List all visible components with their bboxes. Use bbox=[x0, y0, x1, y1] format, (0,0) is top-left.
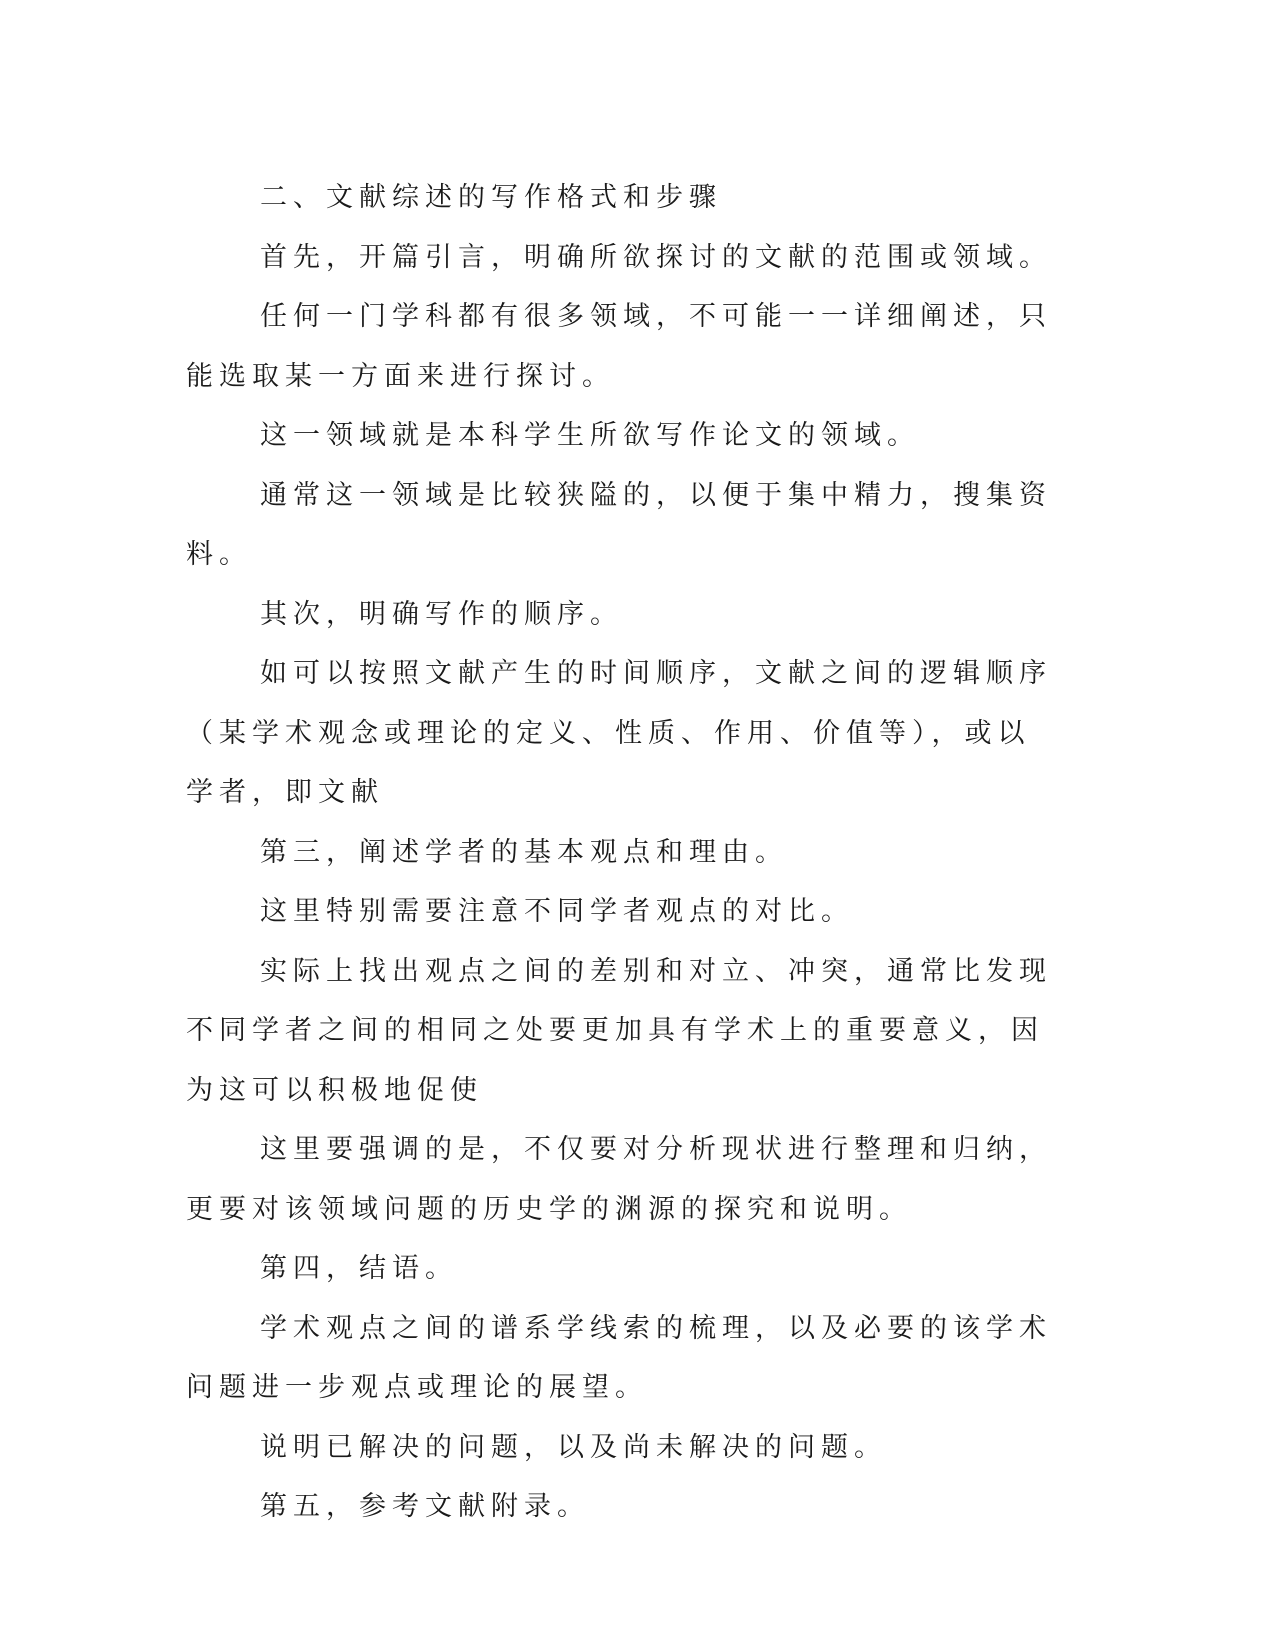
paragraph: 这里要强调的是，不仅要对分析现状进行整理和归纳，更要对该领域问题的历史学的渊源的探究和说明。 bbox=[186, 1134, 1052, 1225]
paragraph: 通常这一领域是比较狭隘的，以便于集中精力，搜集资料。 bbox=[186, 479, 1052, 570]
paragraph: 第四，结语。 bbox=[260, 1253, 458, 1284]
paragraph: 任何一门学科都有很多领域，不可能一一详细阐述，只能选取某一方面来进行探讨。 bbox=[186, 301, 1052, 392]
paragraph: 说明已解决的问题，以及尚未解决的问题。 bbox=[260, 1431, 887, 1463]
paragraph: 第三，阐述学者的基本观点和理由。 bbox=[260, 836, 788, 868]
document-body bbox=[186, 168, 1056, 1537]
paragraph: 学术观点之间的谱系学线索的梳理，以及必要的该学术问题进一步观点或理论的展望。 bbox=[186, 1312, 1052, 1403]
section-heading: 二、文献综述的写作格式和步骤 bbox=[260, 182, 722, 213]
paragraph: 实际上找出观点之间的差别和对立、冲突，通常比发现不同学者之间的相同之处要更加具有学术上的重要意义，因为这可以积极地促使 bbox=[186, 955, 1052, 1106]
paragraph: 这一领域就是本科学生所欲写作论文的领域。 bbox=[260, 420, 920, 451]
paragraph: 这里特别需要注意不同学者观点的对比。 bbox=[260, 896, 854, 927]
paragraph: 第五，参考文献附录。 bbox=[260, 1491, 590, 1522]
paragraph: 首先，开篇引言，明确所欲探讨的文献的范围或领域。 bbox=[260, 241, 1052, 273]
paragraph: 如可以按照文献产生的时间顺序，文献之间的逻辑顺序（某学术观念或理论的定义、性质、作用、价值等），或以学者，即文献 bbox=[186, 658, 1052, 808]
paragraph: 其次，明确写作的顺序。 bbox=[260, 598, 623, 630]
